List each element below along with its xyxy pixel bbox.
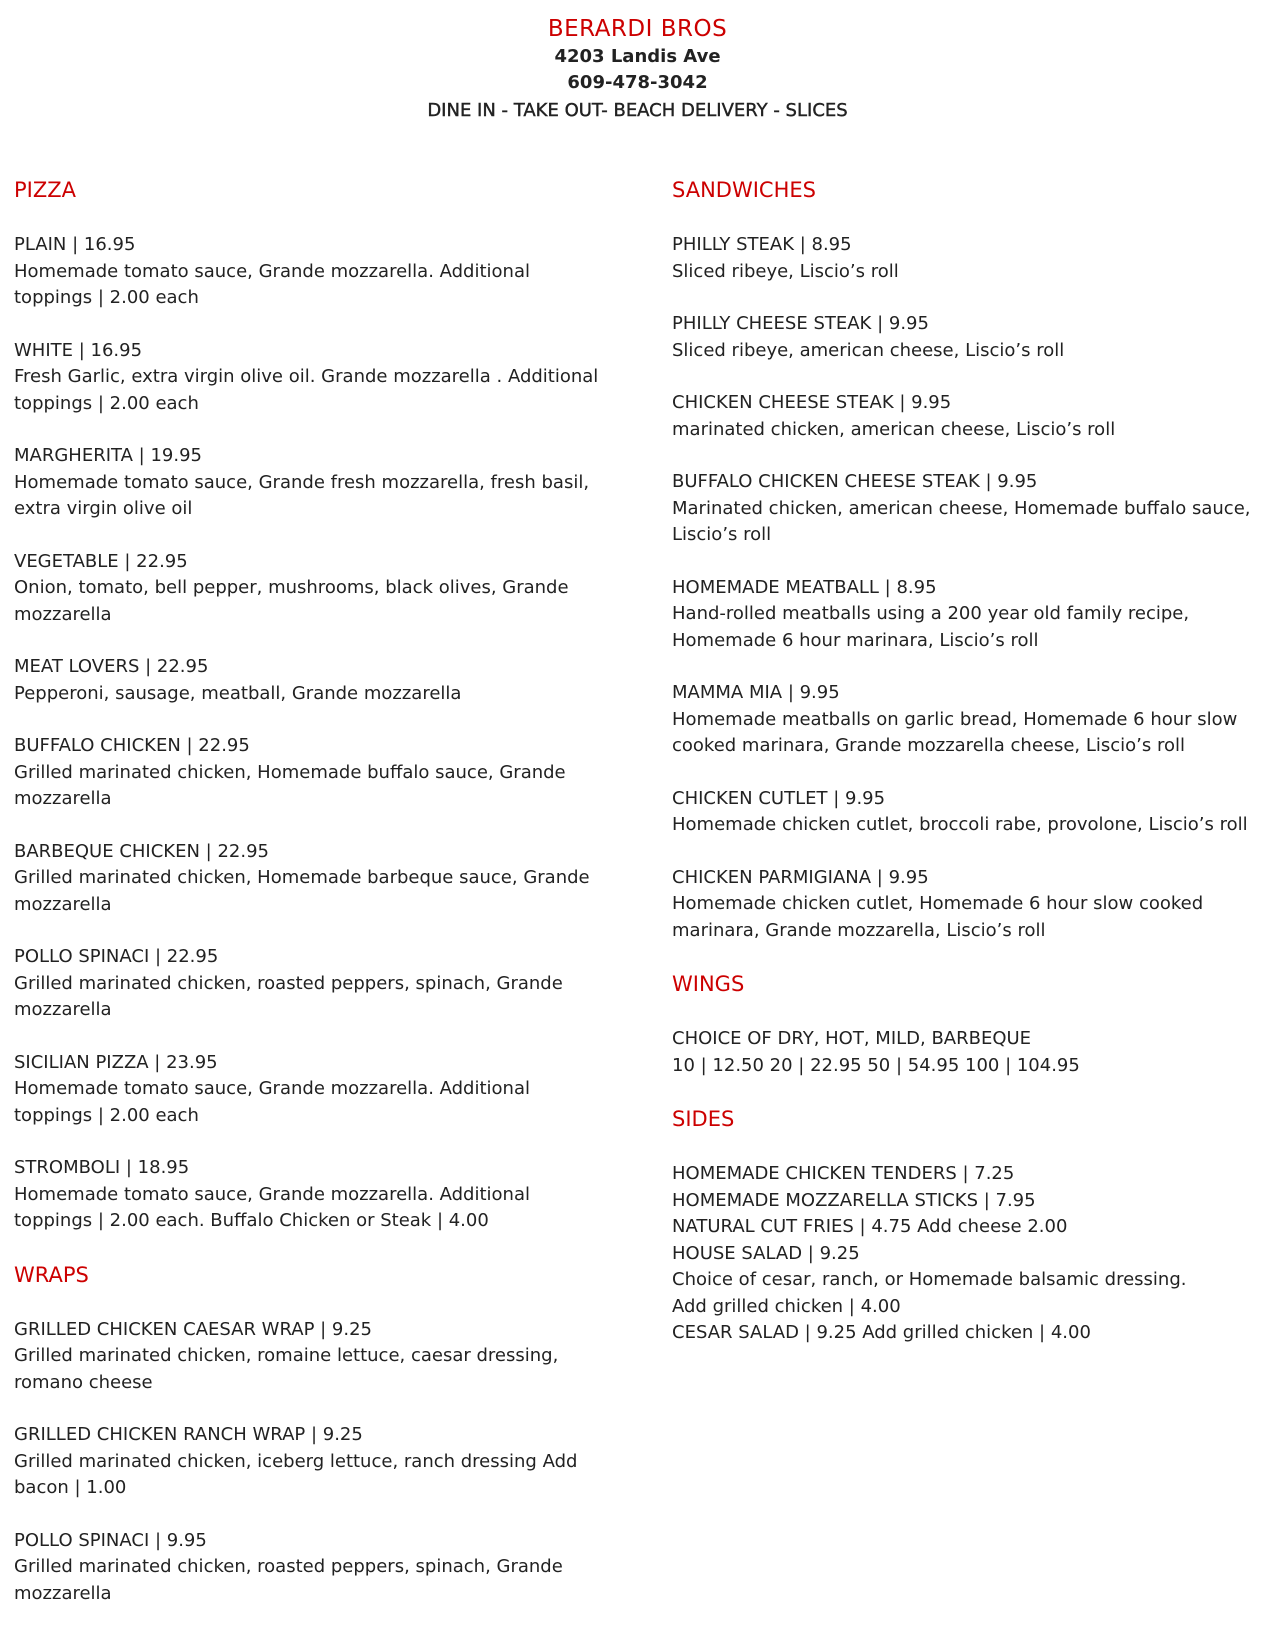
menu-item-title: CHICKEN CHEESE STEAK | 9.95 xyxy=(672,392,952,413)
menu-item-desc: Pepperoni, sausage, meatball, Grande mozzarella xyxy=(14,682,462,704)
pizza-section-title: PIZZA xyxy=(14,178,76,202)
menu-item xyxy=(672,232,1262,285)
menu-item-desc: Onion, tomato, bell pepper, mushrooms, black olives, Grande mozzarella xyxy=(14,577,569,625)
menu-item xyxy=(14,1422,604,1502)
menu-item-title: HOMEMADE MEATBALL | 8.95 xyxy=(672,576,937,598)
sides-line: NATURAL CUT FRIES | 4.75 Add cheese 2.00 xyxy=(672,1216,1068,1237)
menu-item-title: POLLO SPINACI | 22.95 xyxy=(14,946,219,967)
sides-line: Add grilled chicken | 4.00 xyxy=(672,1295,901,1317)
menu-item-desc: Homemade chicken cutlet, Homemade 6 hour slow cooked marinara, Grande mozzarella, Liscio’s roll xyxy=(672,893,1204,941)
menu-item xyxy=(14,1528,604,1608)
restaurant-address: 4203 Landis Ave xyxy=(554,46,721,67)
menu-header xyxy=(0,14,1275,124)
menu-item-title: WHITE | 16.95 xyxy=(14,339,143,361)
menu-item-title: VEGETABLE | 22.95 xyxy=(14,550,188,572)
menu-item xyxy=(14,1050,604,1130)
menu-item xyxy=(672,680,1262,760)
menu-item-title: MEAT LOVERS | 22.95 xyxy=(14,656,209,677)
menu-item xyxy=(672,865,1262,945)
menu-item xyxy=(672,390,1262,443)
menu-item xyxy=(672,311,1262,364)
menu-item-title: MARGHERITA | 19.95 xyxy=(14,445,202,466)
menu-item xyxy=(14,839,604,919)
menu-item-title: CHICKEN CUTLET | 9.95 xyxy=(672,787,886,809)
menu-item-desc: Marinated chicken, american cheese, Homemade buffalo sauce, Liscio’s roll xyxy=(672,497,1251,545)
menu-item-desc: Grilled marinated chicken, Homemade barbeque sauce, Grande mozzarella xyxy=(14,867,590,915)
sides-line: HOMEMADE MOZZARELLA STICKS | 7.95 xyxy=(672,1189,1036,1211)
wings-choice: CHOICE OF DRY, HOT, MILD, BARBEQUE xyxy=(672,1028,1032,1049)
menu-item xyxy=(14,944,604,1024)
menu-item-desc: Homemade tomato sauce, Grande fresh mozzarella, fresh basil, extra virgin olive oil xyxy=(14,471,590,519)
menu-item-desc: Grilled marinated chicken, roasted peppers, spinach, Grande mozzarella xyxy=(14,972,563,1020)
right-column xyxy=(672,176,1262,1347)
menu-item-title: GRILLED CHICKEN CAESAR WRAP | 9.25 xyxy=(14,1318,373,1340)
wings-prices: 10 | 12.50 20 | 22.95 50 | 54.95 100 | 104.95 xyxy=(672,1054,1080,1076)
menu-item-desc: Homemade tomato sauce, Grande mozzarella. Additional toppings | 2.00 each xyxy=(14,260,530,308)
sides-line: HOUSE SALAD | 9.25 xyxy=(672,1242,860,1264)
sandwiches-section-title: SANDWICHES xyxy=(672,178,816,202)
left-column xyxy=(14,176,604,1633)
wings-details xyxy=(672,1026,1262,1079)
sides-line: Choice of cesar, ranch, or Homemade balsamic dressing. xyxy=(672,1269,1187,1290)
menu-item xyxy=(14,549,604,629)
menu-item-title: PLAIN | 16.95 xyxy=(14,234,136,255)
menu-item xyxy=(672,575,1262,655)
sides-section xyxy=(672,1105,1262,1347)
menu-item xyxy=(14,1155,604,1235)
menu-item xyxy=(672,786,1262,839)
restaurant-name: BERARDI BROS xyxy=(547,16,728,42)
menu-item xyxy=(14,232,604,312)
wraps-section-title: WRAPS xyxy=(14,1262,89,1287)
menu-item-desc: marinated chicken, american cheese, Liscio’s roll xyxy=(672,418,1116,440)
sides-section-title: SIDES xyxy=(672,1107,735,1131)
menu-item-desc: Sliced ribeye, Liscio’s roll xyxy=(672,260,899,282)
menu-item xyxy=(14,338,604,418)
menu-item-desc: Homemade meatballs on garlic bread, Homemade 6 hour slow cooked marinara, Grande mozzarella cheese, Liscio’s roll xyxy=(672,708,1238,756)
menu-item-title: BARBEQUE CHICKEN | 22.95 xyxy=(14,840,269,862)
menu-item-desc: Grilled marinated chicken, iceberg lettuce, ranch dressing Add bacon | 1.00 xyxy=(14,1450,578,1498)
menu-item-title: BUFFALO CHICKEN | 22.95 xyxy=(14,735,250,756)
menu-item-desc: Homemade chicken cutlet, broccoli rabe, provolone, Liscio’s roll xyxy=(672,814,1248,835)
wings-section xyxy=(672,970,1262,1079)
menu-item-title: PHILLY STEAK | 8.95 xyxy=(672,234,852,255)
wings-section-title: WINGS xyxy=(672,972,745,996)
menu-item-title: CHICKEN PARMIGIANA | 9.95 xyxy=(672,866,929,888)
menu-item-title: GRILLED CHICKEN RANCH WRAP | 9.25 xyxy=(14,1424,363,1445)
menu-item-title: PHILLY CHEESE STEAK | 9.95 xyxy=(672,313,929,334)
menu-item-title: BUFFALO CHICKEN CHEESE STEAK | 9.95 xyxy=(672,471,1038,492)
sandwiches-section xyxy=(672,176,1262,944)
sides-line: HOMEMADE CHICKEN TENDERS | 7.25 xyxy=(672,1163,1015,1184)
restaurant-phone: 609-478-3042 xyxy=(567,72,708,93)
restaurant-tagline: DINE IN - TAKE OUT- BEACH DELIVERY - SLICES xyxy=(427,100,848,121)
sides-line: CESAR SALAD | 9.25 Add grilled chicken | 4.00 xyxy=(672,1322,1091,1343)
menu-item-desc: Fresh Garlic, extra virgin olive oil. Grande mozzarella . Additional toppings | 2.00 each xyxy=(14,366,599,414)
menu-item-title: MAMMA MIA | 9.95 xyxy=(672,682,840,703)
menu-item-desc: Homemade tomato sauce, Grande mozzarella. Additional toppings | 2.00 each xyxy=(14,1078,530,1126)
menu-item-desc: Sliced ribeye, american cheese, Liscio’s roll xyxy=(672,339,1065,361)
wraps-section xyxy=(14,1261,604,1608)
menu-item-desc: Grilled marinated chicken, roasted peppers, spinach, Grande mozzarella xyxy=(14,1556,563,1604)
menu-item-title: POLLO SPINACI | 9.95 xyxy=(14,1529,207,1551)
menu-item-title: SICILIAN PIZZA | 23.95 xyxy=(14,1051,218,1073)
pizza-section xyxy=(14,176,604,1235)
menu-item xyxy=(14,443,604,523)
menu-item-desc: Hand-rolled meatballs using a 200 year old family recipe, Homemade 6 hour marinara, Liscio’s roll xyxy=(672,603,1190,651)
menu-item-title: STROMBOLI | 18.95 xyxy=(14,1157,190,1178)
menu-item xyxy=(672,469,1262,549)
menu-item xyxy=(14,654,604,707)
menu-item-desc: Grilled marinated chicken, romaine lettuce, caesar dressing, romano cheese xyxy=(14,1345,559,1393)
menu-item xyxy=(14,733,604,813)
menu-item-desc: Grilled marinated chicken, Homemade buffalo sauce, Grande mozzarella xyxy=(14,761,566,809)
menu-item-desc: Homemade tomato sauce, Grande mozzarella. Additional toppings | 2.00 each. Buffalo Chicken or Steak | 4.00 xyxy=(14,1183,530,1231)
menu-item xyxy=(14,1317,604,1397)
